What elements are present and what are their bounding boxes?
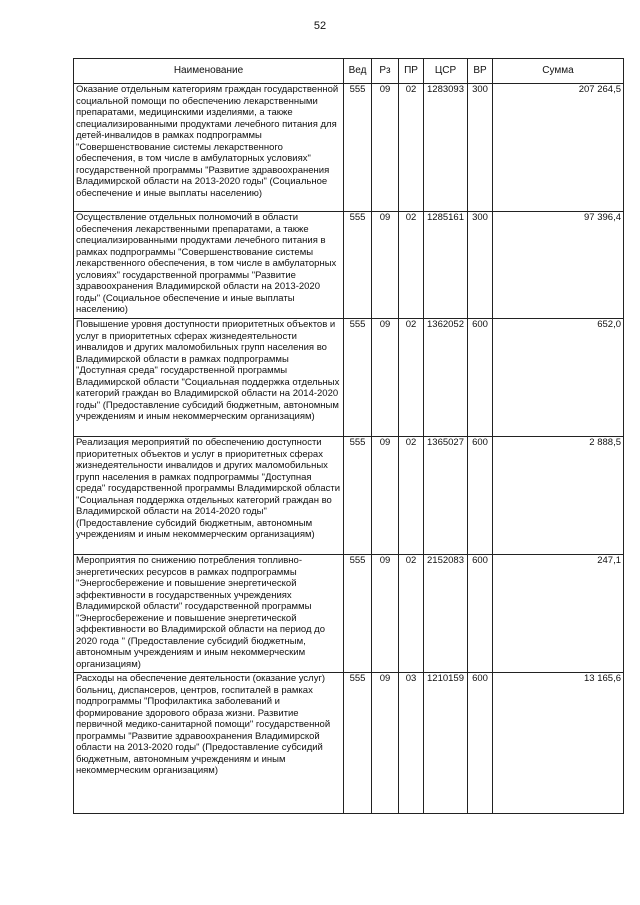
cell-ved: 555 bbox=[344, 555, 372, 673]
cell-csr: 1365027 bbox=[424, 437, 468, 555]
cell-vr: 600 bbox=[468, 319, 493, 437]
cell-pr: 02 bbox=[399, 437, 424, 555]
cell-ved: 555 bbox=[344, 673, 372, 814]
cell-csr: 1283093 bbox=[424, 84, 468, 212]
header-csr: ЦСР bbox=[424, 59, 468, 84]
cell-vr: 300 bbox=[468, 84, 493, 212]
table-row bbox=[74, 555, 624, 673]
cell-vr: 300 bbox=[468, 212, 493, 319]
cell-sum: 13 165,6 bbox=[493, 673, 624, 814]
cell-name: Мероприятия по снижению потребления топливно-энергетических ресурсов в рамках подпрограммы "Энергосбережение и повышение энергетической эффективности в государственных учреждениях Владимирской области" государственной программы "Энергосбережение и повышение энергетической эффективности во Владимирской области на период до 2020 года " (Предоставление субсидий бюджетным, автономным учреждениям и иным некоммерческим организациям) bbox=[74, 555, 344, 673]
table-header-row bbox=[74, 59, 624, 84]
header-pr: ПР bbox=[399, 59, 424, 84]
table-row bbox=[74, 319, 624, 437]
table-row bbox=[74, 673, 624, 814]
cell-name: Осуществление отдельных полномочий в области обеспечения лекарственными препаратами, а также специализированными продуктами лечебного питания в рамках подпрограммы "Совершенствование системы лекарственного обеспечения, в том числе в амбулаторных условиях" государственной программы "Развитие здравоохранения Владимирской области на 2013-2020 годы" (Социальное обеспечение и иные выплаты населению) bbox=[74, 212, 344, 319]
cell-rz: 09 bbox=[372, 84, 399, 212]
cell-name: Расходы на обеспечение деятельности (оказание услуг) больниц, диспансеров, центров, госпиталей в рамках подпрограммы "Профилактика заболеваний и формирование здорового образа жизни. Развитие первичной медико-санитарной помощи" государственной программы "Развитие здравоохранения Владимирской области на 2013-2020 годы" (Предоставление субсидий бюджетным, автономным учреждениям и иным некоммерческим организациям) bbox=[74, 673, 344, 814]
page-number: 52 bbox=[313, 20, 327, 32]
cell-vr: 600 bbox=[468, 555, 493, 673]
cell-ved: 555 bbox=[344, 84, 372, 212]
table-row bbox=[74, 212, 624, 319]
cell-rz: 09 bbox=[372, 555, 399, 673]
cell-rz: 09 bbox=[372, 212, 399, 319]
table-row bbox=[74, 84, 624, 212]
cell-vr: 600 bbox=[468, 437, 493, 555]
cell-sum: 97 396,4 bbox=[493, 212, 624, 319]
cell-name: Оказание отдельным категориям граждан государственной социальной помощи по обеспечению лекарственными препаратами, медицинскими изделиями, а также специализированными продуктами лечебного питания для детей-инвалидов в рамках подпрограммы "Совершенствование системы лекарственного обеспечения, в том числе в амбулаторных условиях" государственной программы "Развитие здравоохранения Владимирской области на 2013-2020 годы" (Социальное обеспечение и иные выплаты населению) bbox=[74, 84, 344, 212]
cell-sum: 2 888,5 bbox=[493, 437, 624, 555]
cell-pr: 02 bbox=[399, 319, 424, 437]
cell-pr: 02 bbox=[399, 555, 424, 673]
cell-ved: 555 bbox=[344, 437, 372, 555]
header-ved: Вед bbox=[344, 59, 372, 84]
cell-rz: 09 bbox=[372, 673, 399, 814]
cell-rz: 09 bbox=[372, 319, 399, 437]
cell-pr: 03 bbox=[399, 673, 424, 814]
cell-vr: 600 bbox=[468, 673, 493, 814]
cell-csr: 2152083 bbox=[424, 555, 468, 673]
cell-sum: 247,1 bbox=[493, 555, 624, 673]
header-vr: ВР bbox=[468, 59, 493, 84]
cell-ved: 555 bbox=[344, 319, 372, 437]
cell-name: Повышение уровня доступности приоритетных объектов и услуг в приоритетных сферах жизнедеятельности инвалидов и других маломобильных групп населения во Владимирской области в рамках подпрограммы "Доступная среда" государственной программы Владимирской области "Социальная поддержка отдельных категорий граждан во Владимирской области на 2014-2020 годы" (Предоставление субсидий бюджетным, автономным учреждениям и иным некоммерческим организациям) bbox=[74, 319, 344, 437]
budget-table bbox=[73, 58, 624, 814]
cell-rz: 09 bbox=[372, 437, 399, 555]
header-rz: Рз bbox=[372, 59, 399, 84]
cell-csr: 1362052 bbox=[424, 319, 468, 437]
cell-csr: 1285161 bbox=[424, 212, 468, 319]
cell-pr: 02 bbox=[399, 84, 424, 212]
cell-sum: 207 264,5 bbox=[493, 84, 624, 212]
table-row bbox=[74, 437, 624, 555]
cell-name: Реализация мероприятий по обеспечению доступности приоритетных объектов и услуг в приоритетных сферах жизнедеятельности инвалидов и других маломобильных групп населения в рамках подпрограммы "Доступная среда" государственной программы Владимирской области "Социальная поддержка отдельных категорий граждан во Владимирской области на 2014-2020 годы" (Предоставление субсидий бюджетным, автономным учреждениям и иным некоммерческим организациям) bbox=[74, 437, 344, 555]
header-sum: Сумма bbox=[493, 59, 624, 84]
cell-pr: 02 bbox=[399, 212, 424, 319]
cell-csr: 1210159 bbox=[424, 673, 468, 814]
cell-sum: 652,0 bbox=[493, 319, 624, 437]
cell-ved: 555 bbox=[344, 212, 372, 319]
header-name: Наименование bbox=[74, 59, 344, 84]
